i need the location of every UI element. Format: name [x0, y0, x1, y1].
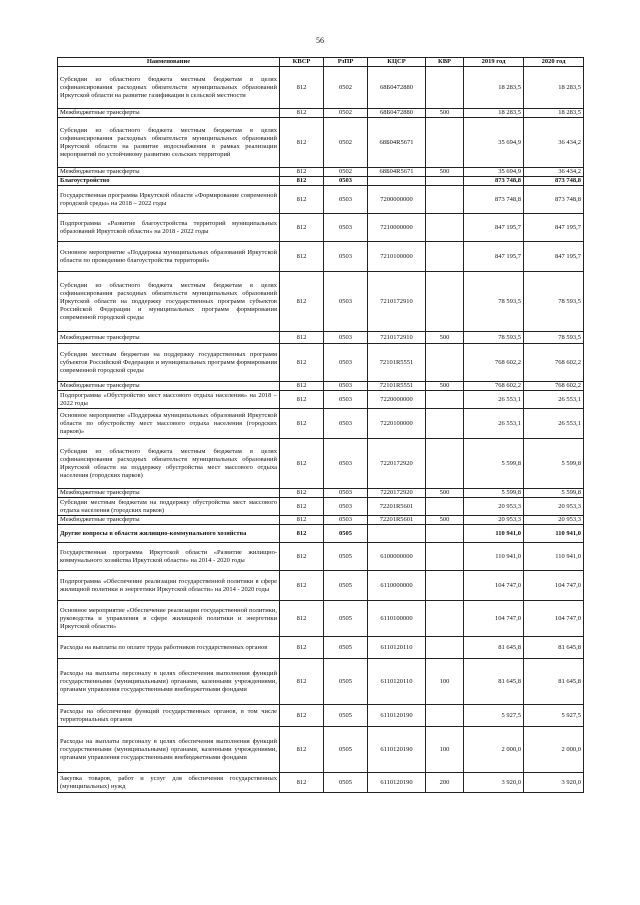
cell-kvr — [426, 705, 464, 727]
cell-kvr: 500 — [426, 489, 464, 498]
cell-kcsr: 7210172910 — [368, 332, 426, 344]
cell-kvr — [426, 525, 464, 543]
table-row — [58, 525, 584, 543]
cell-kvsr: 812 — [280, 109, 324, 118]
cell-name: Основное мероприятие «Поддержка муниципальных образований Иркутской области по проведению благоустройства территорий» — [58, 242, 280, 272]
cell-kvsr: 812 — [280, 177, 324, 186]
budget-table — [57, 57, 584, 793]
cell-name: Субсидии из областного бюджета местным бюджетам в целях софинансирования расходных обязательств муниципальных образований Иркутской области на развитие газификации в сельской местности — [58, 67, 280, 109]
cell-2020: 18 283,5 — [524, 67, 584, 109]
cell-2020: 26 553,1 — [524, 409, 584, 439]
cell-kvr — [426, 242, 464, 272]
cell-name: Основное мероприятие «Поддержка муниципальных образований Иркутской области по обустройству мест массового отдыха населения (городских парков)» — [58, 409, 280, 439]
cell-name: Подпрограмма «Развитие благоустройства территорий муниципальных образований Иркутской области» на 2018 - 2022 годы — [58, 214, 280, 242]
cell-kcsr: 6110120190 — [368, 773, 426, 793]
cell-kcsr: 72101R5551 — [368, 382, 426, 391]
cell-kvr — [426, 601, 464, 637]
cell-rzpr: 0503 — [324, 498, 368, 516]
cell-kcsr: 7210000000 — [368, 214, 426, 242]
cell-kvsr: 812 — [280, 601, 324, 637]
cell-kvr — [426, 177, 464, 186]
cell-kcsr: 68Б04R5671 — [368, 118, 426, 168]
cell-kcsr: 7220000000 — [368, 391, 426, 409]
cell-kvr: 100 — [426, 727, 464, 773]
cell-2019: 18 283,5 — [464, 109, 524, 118]
cell-kvr — [426, 344, 464, 382]
cell-kvr: 500 — [426, 332, 464, 344]
cell-kvr — [426, 186, 464, 214]
cell-kvr: 500 — [426, 168, 464, 177]
cell-name: Межбюджетные трансферты — [58, 332, 280, 344]
cell-rzpr: 0502 — [324, 118, 368, 168]
cell-name: Подпрограмма «Обустройство мест массового отдыха населения» на 2018 – 2022 годы — [58, 391, 280, 409]
cell-kvr — [426, 214, 464, 242]
cell-name: Расходы на выплаты по оплате труда работников государственных органов — [58, 637, 280, 659]
header-2019: 2019 год — [464, 58, 524, 67]
cell-rzpr: 0502 — [324, 109, 368, 118]
cell-kvsr: 812 — [280, 168, 324, 177]
header-kcsr: КЦСР — [368, 58, 426, 67]
cell-kvsr: 812 — [280, 382, 324, 391]
cell-2019: 20 953,3 — [464, 498, 524, 516]
cell-name: Межбюджетные трансферты — [58, 109, 280, 118]
cell-kvr — [426, 637, 464, 659]
table-row — [58, 571, 584, 601]
header-rzpr: РзПР — [324, 58, 368, 67]
cell-kvr — [426, 67, 464, 109]
table-row — [58, 727, 584, 773]
cell-kcsr: 6110100000 — [368, 601, 426, 637]
cell-2020: 768 602,2 — [524, 344, 584, 382]
header-kvr: КВР — [426, 58, 464, 67]
cell-kvsr: 812 — [280, 391, 324, 409]
cell-2019: 110 941,0 — [464, 525, 524, 543]
table-row — [58, 67, 584, 109]
cell-kcsr: 68Б0472880 — [368, 109, 426, 118]
cell-2019: 5 927,5 — [464, 705, 524, 727]
cell-rzpr: 0503 — [324, 344, 368, 382]
cell-kvsr: 812 — [280, 439, 324, 489]
table-row — [58, 109, 584, 118]
cell-kcsr: 68Б04R5671 — [368, 168, 426, 177]
cell-rzpr: 0503 — [324, 489, 368, 498]
cell-2020: 847 195,7 — [524, 214, 584, 242]
cell-rzpr: 0505 — [324, 659, 368, 705]
table-row — [58, 344, 584, 382]
cell-2019: 110 941,0 — [464, 543, 524, 571]
cell-2019: 3 920,0 — [464, 773, 524, 793]
table-row — [58, 186, 584, 214]
table-row — [58, 168, 584, 177]
cell-kvr: 500 — [426, 516, 464, 525]
cell-kcsr: 7210100000 — [368, 242, 426, 272]
cell-name: Расходы на выплаты персоналу в целях обеспечения выполнения функций государственными (муниципальными) органами, казенными учреждениями, органами управления государственными внебюджетными фондами — [58, 659, 280, 705]
table-row — [58, 391, 584, 409]
cell-2020: 36 434,2 — [524, 168, 584, 177]
table-row — [58, 489, 584, 498]
cell-name: Субсидии местным бюджетам на поддержку государственных программ субъектов Российской Федерации и муниципальных программ формирования современной городской среды — [58, 344, 280, 382]
header-name: Наименование — [58, 58, 280, 67]
cell-2019: 768 602,2 — [464, 344, 524, 382]
cell-name: Закупка товаров, работ и услуг для обеспечения государственных (муниципальных) нужд — [58, 773, 280, 793]
table-row — [58, 242, 584, 272]
cell-kvr — [426, 409, 464, 439]
cell-rzpr: 0505 — [324, 571, 368, 601]
cell-kcsr: 72101R5551 — [368, 344, 426, 382]
cell-name: Другие вопросы в области жилищно-коммунального хозяйства — [58, 525, 280, 543]
header-2020: 2020 год — [524, 58, 584, 67]
cell-2020: 847 195,7 — [524, 242, 584, 272]
cell-name: Основное мероприятие «Обеспечение реализации государственной политики, руководства и управления в сфере жилищной политики и энергетики Иркутской области» — [58, 601, 280, 637]
cell-kvsr: 812 — [280, 214, 324, 242]
cell-name: Государственная программа Иркутской области «Формирование современной городской среды» на 2018 – 2022 годы — [58, 186, 280, 214]
cell-2019: 873 748,8 — [464, 177, 524, 186]
cell-name: Государственная программа Иркутской области «Развитие жилищно-коммунального хозяйства Иркутской области» на 2014 - 2020 годы — [58, 543, 280, 571]
cell-2019: 81 645,8 — [464, 659, 524, 705]
cell-kcsr — [368, 177, 426, 186]
table-row — [58, 332, 584, 344]
cell-2019: 104 747,0 — [464, 601, 524, 637]
cell-kcsr: 7220172920 — [368, 489, 426, 498]
cell-rzpr: 0505 — [324, 637, 368, 659]
cell-kcsr: 7210172910 — [368, 272, 426, 332]
cell-kcsr: 6100000000 — [368, 543, 426, 571]
cell-kvr: 500 — [426, 109, 464, 118]
cell-2020: 81 645,8 — [524, 637, 584, 659]
cell-kvsr: 812 — [280, 543, 324, 571]
cell-2019: 26 553,1 — [464, 391, 524, 409]
cell-kvsr: 812 — [280, 489, 324, 498]
cell-rzpr: 0503 — [324, 186, 368, 214]
cell-2020: 20 953,3 — [524, 516, 584, 525]
cell-kcsr: 68Б0472880 — [368, 67, 426, 109]
cell-2020: 110 941,0 — [524, 543, 584, 571]
cell-kvr — [426, 439, 464, 489]
cell-2019: 26 553,1 — [464, 409, 524, 439]
cell-kvsr: 812 — [280, 118, 324, 168]
cell-2019: 847 195,7 — [464, 242, 524, 272]
table-row — [58, 516, 584, 525]
cell-rzpr: 0505 — [324, 525, 368, 543]
cell-2019: 2 000,0 — [464, 727, 524, 773]
cell-name: Субсидии местным бюджетам на поддержку обустройства мест массового отдыха населения (городских парков) — [58, 498, 280, 516]
table-row — [58, 659, 584, 705]
cell-kvsr: 812 — [280, 637, 324, 659]
cell-2019: 78 593,5 — [464, 272, 524, 332]
cell-rzpr: 0502 — [324, 67, 368, 109]
cell-rzpr: 0503 — [324, 382, 368, 391]
cell-kcsr: 72201R5601 — [368, 498, 426, 516]
cell-2020: 104 747,0 — [524, 571, 584, 601]
cell-2020: 36 434,2 — [524, 118, 584, 168]
cell-name: Межбюджетные трансферты — [58, 382, 280, 391]
cell-name: Расходы на обеспечение функций государственных органов, в том числе территориальных органов — [58, 705, 280, 727]
cell-kvr — [426, 272, 464, 332]
cell-kvsr: 812 — [280, 409, 324, 439]
header-kvsr: КВСР — [280, 58, 324, 67]
cell-kvsr: 812 — [280, 571, 324, 601]
table-header-row — [58, 58, 584, 67]
table-row — [58, 272, 584, 332]
cell-kcsr: 6110120190 — [368, 705, 426, 727]
cell-2020: 78 593,5 — [524, 272, 584, 332]
cell-kvsr: 812 — [280, 498, 324, 516]
cell-2020: 5 599,8 — [524, 439, 584, 489]
cell-name: Межбюджетные трансферты — [58, 516, 280, 525]
cell-rzpr: 0505 — [324, 773, 368, 793]
cell-2019: 104 747,0 — [464, 571, 524, 601]
cell-2020: 5 927,5 — [524, 705, 584, 727]
cell-2020: 768 602,2 — [524, 382, 584, 391]
table-row — [58, 705, 584, 727]
cell-2019: 5 599,8 — [464, 489, 524, 498]
table-body — [58, 67, 584, 793]
cell-rzpr: 0503 — [324, 409, 368, 439]
cell-2020: 3 920,0 — [524, 773, 584, 793]
cell-rzpr: 0503 — [324, 214, 368, 242]
cell-name: Субсидии из областного бюджета местным бюджетам в целях софинансирования расходных обязательств муниципальных образований Иркутской области на развитие водоснабжения в рамках реализации мероприятий по устойчивому развитию сельских территорий — [58, 118, 280, 168]
cell-kvr — [426, 571, 464, 601]
cell-name: Подпрограмма «Обеспечение реализации государственной политики в сфере жилищной политики и энергетики Иркутской области» на 2014 - 2020 годы — [58, 571, 280, 601]
cell-2019: 768 602,2 — [464, 382, 524, 391]
cell-2020: 110 941,0 — [524, 525, 584, 543]
table-row — [58, 543, 584, 571]
table-row — [58, 439, 584, 489]
cell-rzpr: 0505 — [324, 705, 368, 727]
cell-rzpr: 0503 — [324, 177, 368, 186]
cell-kvsr: 812 — [280, 242, 324, 272]
cell-2020: 5 599,8 — [524, 489, 584, 498]
cell-rzpr: 0503 — [324, 242, 368, 272]
cell-kcsr: 6110120110 — [368, 637, 426, 659]
cell-2020: 873 748,8 — [524, 186, 584, 214]
cell-kcsr: 6110120190 — [368, 727, 426, 773]
cell-rzpr: 0505 — [324, 543, 368, 571]
cell-2019: 847 195,7 — [464, 214, 524, 242]
cell-kcsr — [368, 525, 426, 543]
cell-2020: 104 747,0 — [524, 601, 584, 637]
cell-rzpr: 0503 — [324, 516, 368, 525]
cell-kvsr: 812 — [280, 727, 324, 773]
cell-kcsr: 7220100000 — [368, 409, 426, 439]
table-row — [58, 118, 584, 168]
table-row — [58, 773, 584, 793]
cell-2019: 20 953,3 — [464, 516, 524, 525]
cell-kcsr: 6110120110 — [368, 659, 426, 705]
cell-kvsr: 812 — [280, 773, 324, 793]
cell-name: Благоустройство — [58, 177, 280, 186]
cell-2020: 2 000,0 — [524, 727, 584, 773]
cell-2019: 5 599,8 — [464, 439, 524, 489]
cell-kvsr: 812 — [280, 525, 324, 543]
cell-kvsr: 812 — [280, 516, 324, 525]
cell-2020: 18 283,5 — [524, 109, 584, 118]
cell-rzpr: 0505 — [324, 727, 368, 773]
cell-name: Межбюджетные трансферты — [58, 489, 280, 498]
cell-2019: 873 748,8 — [464, 186, 524, 214]
cell-kvr — [426, 391, 464, 409]
cell-kcsr: 72201R5601 — [368, 516, 426, 525]
cell-kvr: 100 — [426, 659, 464, 705]
table-row — [58, 177, 584, 186]
table-row — [58, 601, 584, 637]
cell-kvsr: 812 — [280, 186, 324, 214]
cell-2019: 78 593,5 — [464, 332, 524, 344]
table-row — [58, 214, 584, 242]
cell-2019: 35 694,9 — [464, 168, 524, 177]
cell-2020: 81 645,8 — [524, 659, 584, 705]
cell-kcsr: 7220172920 — [368, 439, 426, 489]
table-row — [58, 637, 584, 659]
cell-2020: 873 748,8 — [524, 177, 584, 186]
cell-name: Субсидии из областного бюджета местным бюджетам в целях софинансирования расходных обязательств муниципальных образований Иркутской области на поддержку государственных программ субъектов Российской Федерации и муниципальных программ формирования современной городской среды — [58, 272, 280, 332]
cell-2019: 81 645,8 — [464, 637, 524, 659]
cell-2019: 18 283,5 — [464, 67, 524, 109]
cell-name: Межбюджетные трансферты — [58, 168, 280, 177]
cell-kvsr: 812 — [280, 659, 324, 705]
table-row — [58, 382, 584, 391]
cell-kvsr: 812 — [280, 705, 324, 727]
cell-kcsr: 7200000000 — [368, 186, 426, 214]
cell-kvr: 200 — [426, 773, 464, 793]
cell-name: Субсидии из областного бюджета местным бюджетам в целях софинансирования расходных обязательств муниципальных образований Иркутской области на поддержку обустройства мест массового отдыха населения (городских парков) — [58, 439, 280, 489]
cell-kvr: 500 — [426, 382, 464, 391]
cell-rzpr: 0503 — [324, 391, 368, 409]
cell-rzpr: 0505 — [324, 601, 368, 637]
cell-rzpr: 0502 — [324, 168, 368, 177]
cell-2020: 78 593,5 — [524, 332, 584, 344]
cell-kvsr: 812 — [280, 332, 324, 344]
cell-kvr — [426, 543, 464, 571]
cell-2020: 26 553,1 — [524, 391, 584, 409]
cell-kvr — [426, 498, 464, 516]
cell-rzpr: 0503 — [324, 272, 368, 332]
cell-rzpr: 0503 — [324, 439, 368, 489]
cell-2020: 20 953,3 — [524, 498, 584, 516]
cell-kvr — [426, 118, 464, 168]
cell-kvsr: 812 — [280, 67, 324, 109]
table-row — [58, 498, 584, 516]
cell-kvsr: 812 — [280, 344, 324, 382]
cell-rzpr: 0503 — [324, 332, 368, 344]
cell-name: Расходы на выплаты персоналу в целях обеспечения выполнения функций государственными (муниципальными) органами, казенными учреждениями, органами управления государственными внебюджетными фондами — [58, 727, 280, 773]
page-number: 56 — [316, 36, 324, 45]
cell-kvsr: 812 — [280, 272, 324, 332]
cell-kcsr: 6110000000 — [368, 571, 426, 601]
cell-2019: 35 694,9 — [464, 118, 524, 168]
table-row — [58, 409, 584, 439]
